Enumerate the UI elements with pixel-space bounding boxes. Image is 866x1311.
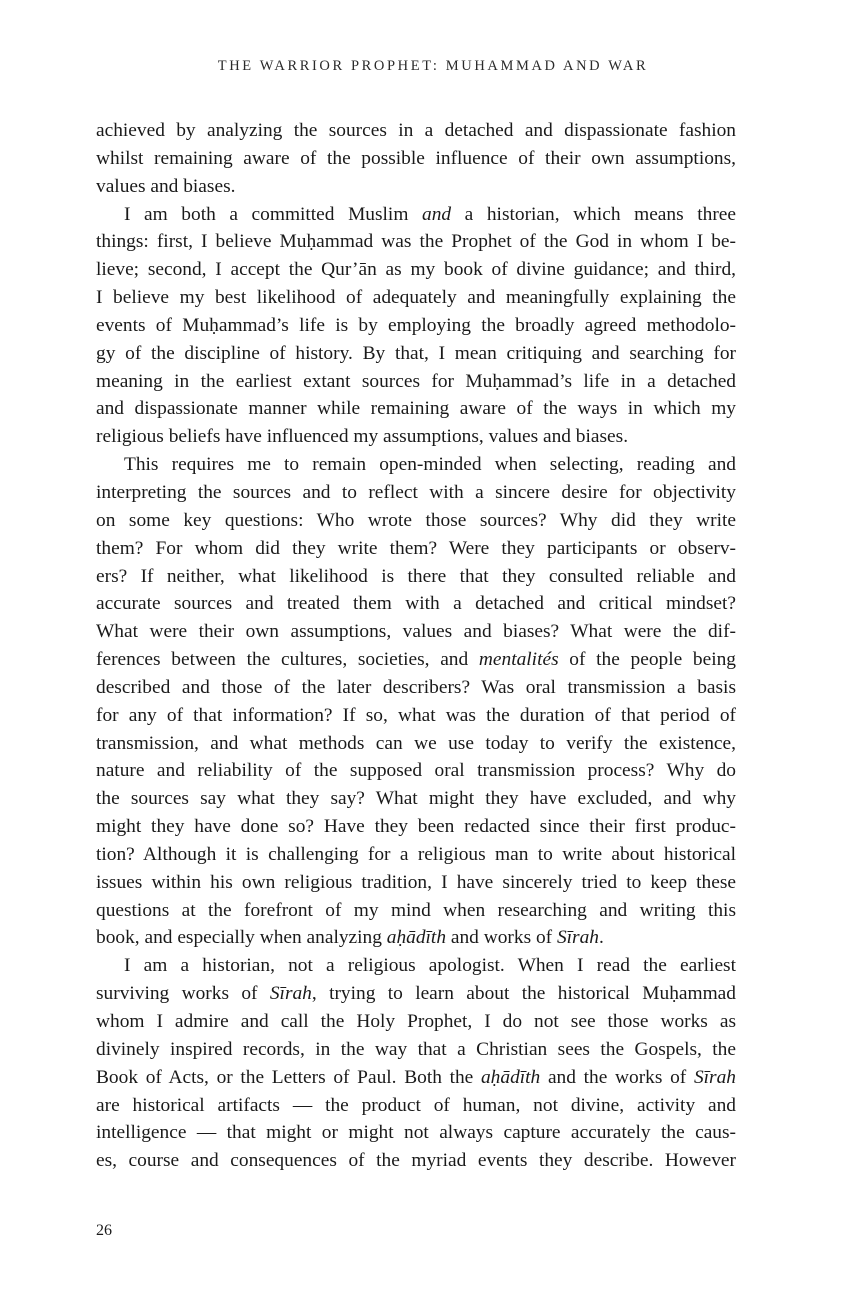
text-span: and dispassionate manner while remaining aware of the ways in which my bbox=[96, 398, 736, 420]
text-line bbox=[96, 423, 736, 451]
text-span: ferences between the cultures, societies, and bbox=[96, 649, 479, 671]
text-line bbox=[96, 368, 736, 396]
text-line bbox=[96, 869, 736, 897]
text-span: the sources say what they say? What might they have excluded, and why bbox=[96, 788, 736, 810]
text-line bbox=[96, 256, 736, 284]
text-span: religious beliefs have influenced my assumptions, values and biases. bbox=[96, 426, 629, 448]
text-line bbox=[96, 1092, 736, 1120]
text-span: issues within his own religious tradition, I have sincerely tried to keep these bbox=[96, 871, 736, 893]
text-line bbox=[96, 479, 736, 507]
text-span: on some key questions: Who wrote those sources? Why did they write bbox=[96, 509, 736, 531]
text-line bbox=[96, 924, 736, 952]
text-line bbox=[96, 284, 736, 312]
text-span: book, and especially when analyzing bbox=[96, 927, 387, 949]
text-span: for any of that information? If so, what was the duration of that period of bbox=[96, 704, 736, 726]
text-span: described and those of the later describers? Was oral transmission a basis bbox=[96, 676, 736, 698]
italic-term: Sīrah bbox=[693, 1066, 736, 1088]
text-line bbox=[96, 1036, 736, 1064]
text-span: gy of the discipline of history. By that, I mean critiquing and searching for bbox=[96, 342, 736, 364]
text-span: Book of Acts, or the Letters of Paul. Both the bbox=[96, 1066, 481, 1088]
text-span: What were their own assumptions, values and biases? What were the dif- bbox=[96, 621, 736, 643]
text-line bbox=[96, 563, 736, 591]
text-line bbox=[96, 813, 736, 841]
running-head: THE WARRIOR PROPHET: MUHAMMAD AND WAR bbox=[217, 58, 649, 74]
text-span: , trying to learn about the historical Muḥammad bbox=[311, 983, 736, 1005]
text-span: of the people being bbox=[558, 649, 737, 671]
text-line bbox=[96, 841, 736, 869]
text-line bbox=[96, 1147, 736, 1175]
italic-term: and bbox=[422, 203, 452, 225]
text-span: events of Muḥammad’s life is by employing the broadly agreed methodolo- bbox=[96, 314, 736, 336]
text-line bbox=[96, 1119, 736, 1147]
text-line bbox=[96, 646, 736, 674]
text-span: divinely inspired records, in the way that a Christian sees the Gospels, the bbox=[96, 1038, 736, 1060]
text-span: them? For whom did they write them? Were they participants or observ- bbox=[96, 537, 736, 559]
text-line bbox=[96, 395, 736, 423]
text-span: achieved by analyzing the sources in a detached and dispassionate fashion bbox=[96, 120, 736, 141]
text-line bbox=[96, 730, 736, 758]
italic-term: aḥādīth bbox=[386, 927, 447, 949]
text-line bbox=[96, 785, 736, 813]
text-line bbox=[96, 312, 736, 340]
text-span: tion? Although it is challenging for a religious man to write about historical bbox=[96, 843, 736, 865]
text-span: values and biases. bbox=[96, 175, 236, 197]
text-span: whilst remaining aware of the possible influence of their own assumptions, bbox=[96, 147, 736, 169]
text-line bbox=[96, 1008, 736, 1036]
text-span: accurate sources and treated them with a detached and critical mindset? bbox=[96, 593, 736, 615]
text-span: meaning in the earliest extant sources for Muḥammad’s life in a detached bbox=[96, 370, 736, 392]
text-line bbox=[96, 228, 736, 256]
text-line bbox=[96, 674, 736, 702]
text-line bbox=[96, 535, 736, 563]
text-line bbox=[96, 145, 736, 173]
text-span: interpreting the sources and to reflect with a sincere desire for objectivity bbox=[96, 481, 736, 503]
text-line bbox=[96, 897, 736, 925]
text-line bbox=[96, 757, 736, 785]
italic-term: mentalités bbox=[478, 649, 559, 671]
text-line bbox=[96, 117, 736, 145]
text-span: intelligence — that might or might not always capture accurately the caus- bbox=[96, 1122, 736, 1144]
text-span: and works of bbox=[446, 927, 557, 949]
text-line bbox=[96, 201, 736, 229]
text-line bbox=[96, 173, 736, 201]
page-number: 26 bbox=[96, 1222, 112, 1239]
italic-term: Sīrah bbox=[269, 983, 312, 1005]
italic-term: aḥādīth bbox=[480, 1066, 541, 1088]
text-line bbox=[96, 980, 736, 1008]
text-line bbox=[96, 702, 736, 730]
text-line bbox=[96, 507, 736, 535]
text-span: es, course and consequences of the myriad events they describe. However bbox=[96, 1150, 736, 1172]
text-span: a historian, which means three bbox=[451, 203, 736, 225]
text-line bbox=[96, 952, 736, 980]
text-span: ers? If neither, what likelihood is there that they consulted reliable and bbox=[96, 565, 736, 587]
italic-term: Sīrah bbox=[556, 927, 599, 949]
text-span: surviving works of bbox=[96, 983, 270, 1005]
text-span: transmission, and what methods can we use today to verify the existence, bbox=[96, 732, 736, 754]
text-span: and the works of bbox=[540, 1066, 694, 1088]
text-span: whom I admire and call the Holy Prophet, I do not see those works as bbox=[96, 1011, 736, 1032]
text-span: lieve; second, I accept the Qur’ān as my book of divine guidance; and third, bbox=[96, 259, 736, 281]
text-span: This requires me to remain open-minded when selecting, reading and bbox=[124, 454, 736, 476]
text-span: . bbox=[599, 927, 604, 949]
text-line bbox=[96, 618, 736, 646]
text-line bbox=[96, 1064, 736, 1092]
text-span: things: first, I believe Muḥammad was the Prophet of the God in whom I be- bbox=[96, 231, 736, 253]
text-span: might they have done so? Have they been redacted since their first produc- bbox=[96, 816, 736, 838]
text-span: I am a historian, not a religious apologist. When I read the earliest bbox=[124, 955, 736, 977]
body-text bbox=[96, 117, 736, 1175]
text-span: questions at the forefront of my mind when researching and writing this bbox=[96, 899, 736, 921]
text-span: I believe my best likelihood of adequately and meaningfully explaining the bbox=[96, 287, 736, 309]
text-span: are historical artifacts — the product of human, not divine, activity and bbox=[96, 1094, 736, 1116]
text-span: nature and reliability of the supposed oral transmission process? Why do bbox=[96, 760, 736, 782]
text-span: I am both a committed Muslim bbox=[124, 203, 422, 225]
text-line bbox=[96, 590, 736, 618]
text-line bbox=[96, 340, 736, 368]
text-line bbox=[96, 451, 736, 479]
